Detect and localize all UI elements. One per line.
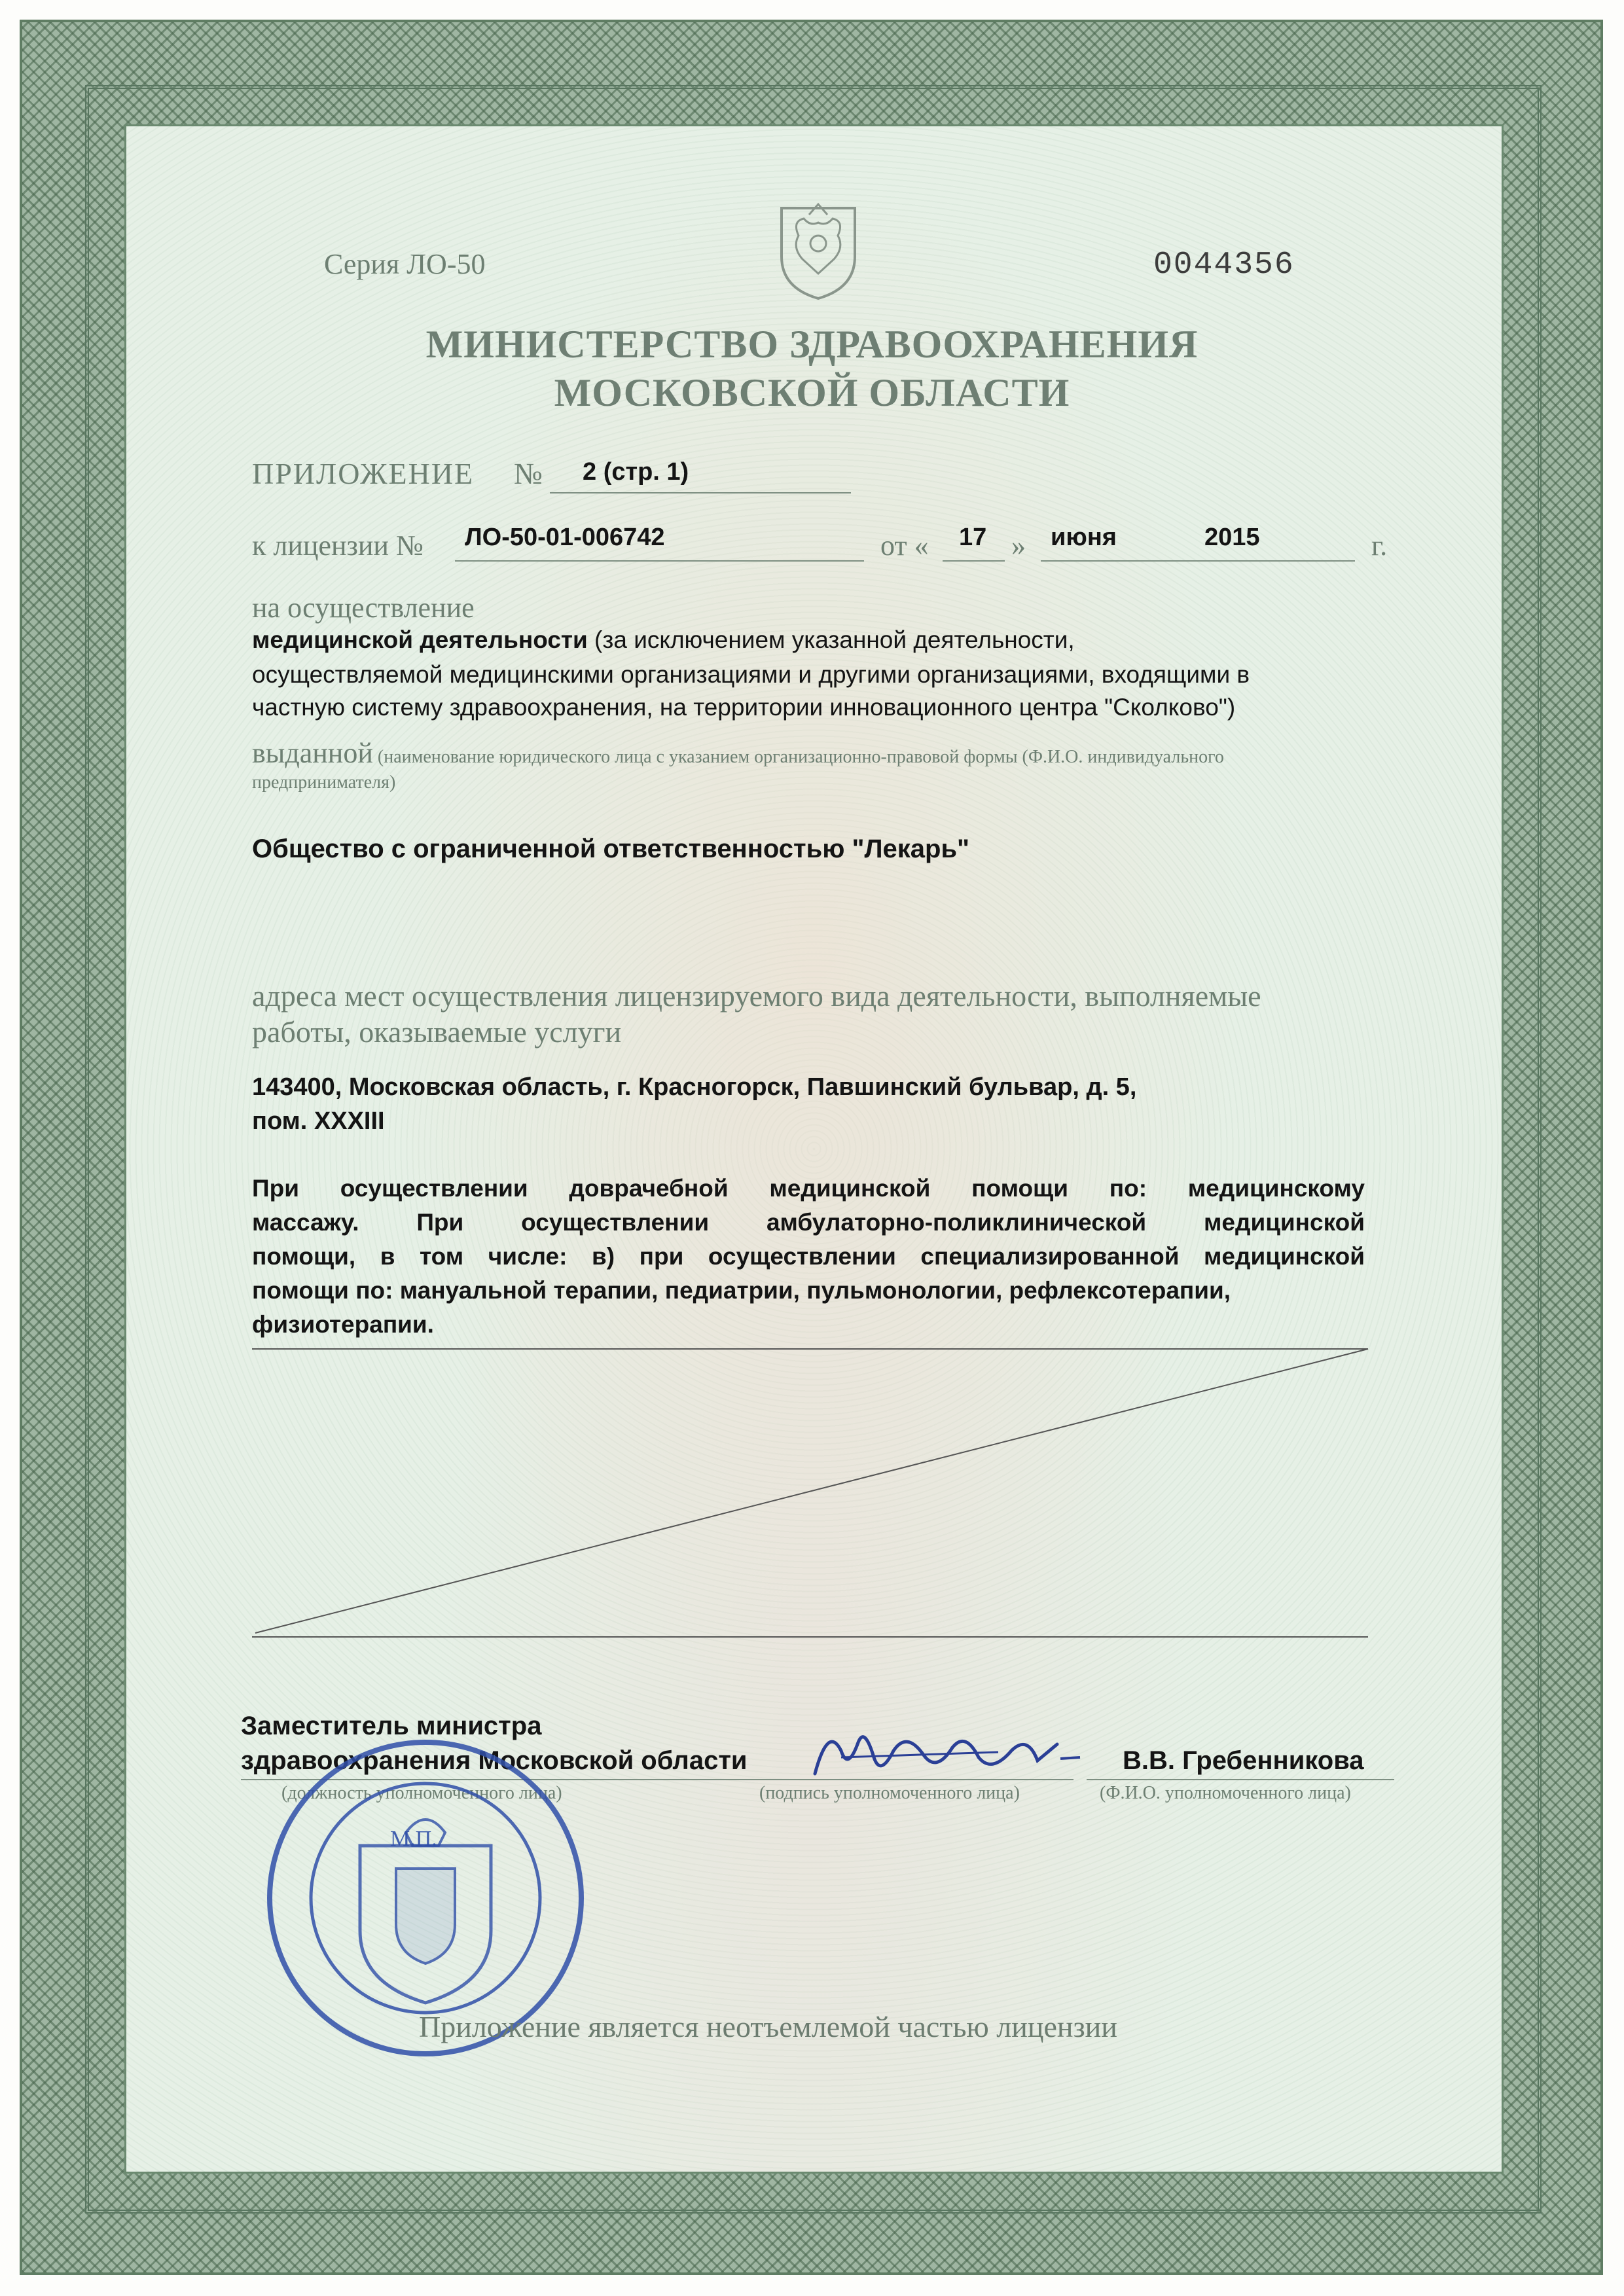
name-underline bbox=[1087, 1779, 1394, 1780]
license-day-underline bbox=[943, 560, 1005, 562]
signer-position-line2: здравоохранения Московской области bbox=[241, 1746, 748, 1775]
blank-area-strike-line bbox=[252, 1345, 1371, 1653]
issued-line1 bbox=[252, 736, 1224, 770]
services-line5: физиотерапии. bbox=[252, 1311, 434, 1338]
activity-line3: частную систему здравоохранения, на территории инновационного центра "Сколково") bbox=[252, 694, 1236, 721]
addresses-label-line2: работы, оказываемые услуги bbox=[252, 1015, 622, 1049]
ministry-title-line2: МОСКОВСКОЙ ОБЛАСТИ bbox=[554, 371, 1070, 414]
services-line1: При осуществлении доврачебной медицинской помощи по: медицинскому bbox=[252, 1175, 1365, 1202]
appendix-number-underline bbox=[550, 492, 851, 493]
appendix-label: ПРИЛОЖЕНИЕ bbox=[252, 457, 475, 490]
blank-area-bottom-line bbox=[252, 1636, 1368, 1638]
appendix-number-sign: № bbox=[514, 457, 543, 490]
appendix-number-value: 2 (стр. 1) bbox=[583, 458, 689, 486]
ministry-title-line1: МИНИСТЕРСТВО ЗДРАВООХРАНЕНИЯ bbox=[425, 323, 1199, 366]
issued-label: выданной bbox=[252, 737, 373, 769]
license-label: к лицензии № bbox=[252, 529, 424, 562]
series-label: Серия ЛО-50 bbox=[324, 248, 486, 280]
signer-position-line1: Заместитель министра bbox=[241, 1712, 542, 1740]
services-line2: массажу. При осуществлении амбулаторно-поликлинической медицинской bbox=[252, 1209, 1365, 1236]
license-number-underline bbox=[455, 560, 864, 562]
address-line2: пом. XXXIII bbox=[252, 1107, 385, 1135]
addresses-label-line1: адреса мест осуществления лицензируемого вида деятельности, выполняемые bbox=[252, 979, 1261, 1013]
activity-line1 bbox=[252, 626, 1075, 654]
activity-label: на осуществление bbox=[252, 592, 475, 624]
license-from-label: от « bbox=[880, 529, 929, 562]
coat-of-arms-icon bbox=[772, 196, 864, 301]
footer-note: Приложение является неотъемлемой частью лицензии bbox=[419, 2010, 1117, 2043]
license-day: 17 bbox=[959, 524, 987, 551]
caption-position: (должность уполномоченного лица) bbox=[281, 1783, 562, 1803]
services-line3: помощи, в том числе: в) при осуществлении специализированной медицинской bbox=[252, 1243, 1365, 1270]
license-month: июня bbox=[1051, 524, 1117, 551]
signature-underline bbox=[759, 1779, 1074, 1780]
license-year-suffix: г. bbox=[1371, 529, 1388, 562]
license-year: 2015 bbox=[1204, 524, 1260, 551]
stamp-mp-label: М.П. bbox=[390, 1827, 437, 1851]
caption-signature: (подпись уполномоченного лица) bbox=[759, 1783, 1020, 1803]
issued-hint: (наименование юридического лица с указанием организационно-правовой формы (Ф.И.О. индивидуального bbox=[372, 747, 1224, 767]
activity-note: (за исключением указанной деятельности, bbox=[587, 626, 1075, 653]
caption-name: (Ф.И.О. уполномоченного лица) bbox=[1100, 1783, 1351, 1803]
issued-hint-line2: предпринимателя) bbox=[252, 772, 396, 793]
activity-line2: осуществляемой медицинскими организациями и другими организациями, входящими в bbox=[252, 661, 1250, 688]
license-number: ЛО-50-01-006742 bbox=[465, 524, 665, 551]
organization-name: Общество с ограниченной ответственностью "Лекарь" bbox=[252, 834, 970, 863]
activity-name: медицинской деятельности bbox=[252, 626, 588, 653]
form-number: 0044356 bbox=[1153, 247, 1295, 283]
license-date-underline bbox=[1041, 560, 1355, 562]
services-line4: помощи по: мануальной терапии, педиатрии, пульмонологии, рефлексотерапии, bbox=[252, 1277, 1231, 1304]
signer-name: В.В. Гребенникова bbox=[1123, 1746, 1364, 1775]
license-quote-close: » bbox=[1011, 529, 1026, 562]
address-line1: 143400, Московская область, г. Красногорск, Павшинский бульвар, д. 5, bbox=[252, 1073, 1137, 1101]
